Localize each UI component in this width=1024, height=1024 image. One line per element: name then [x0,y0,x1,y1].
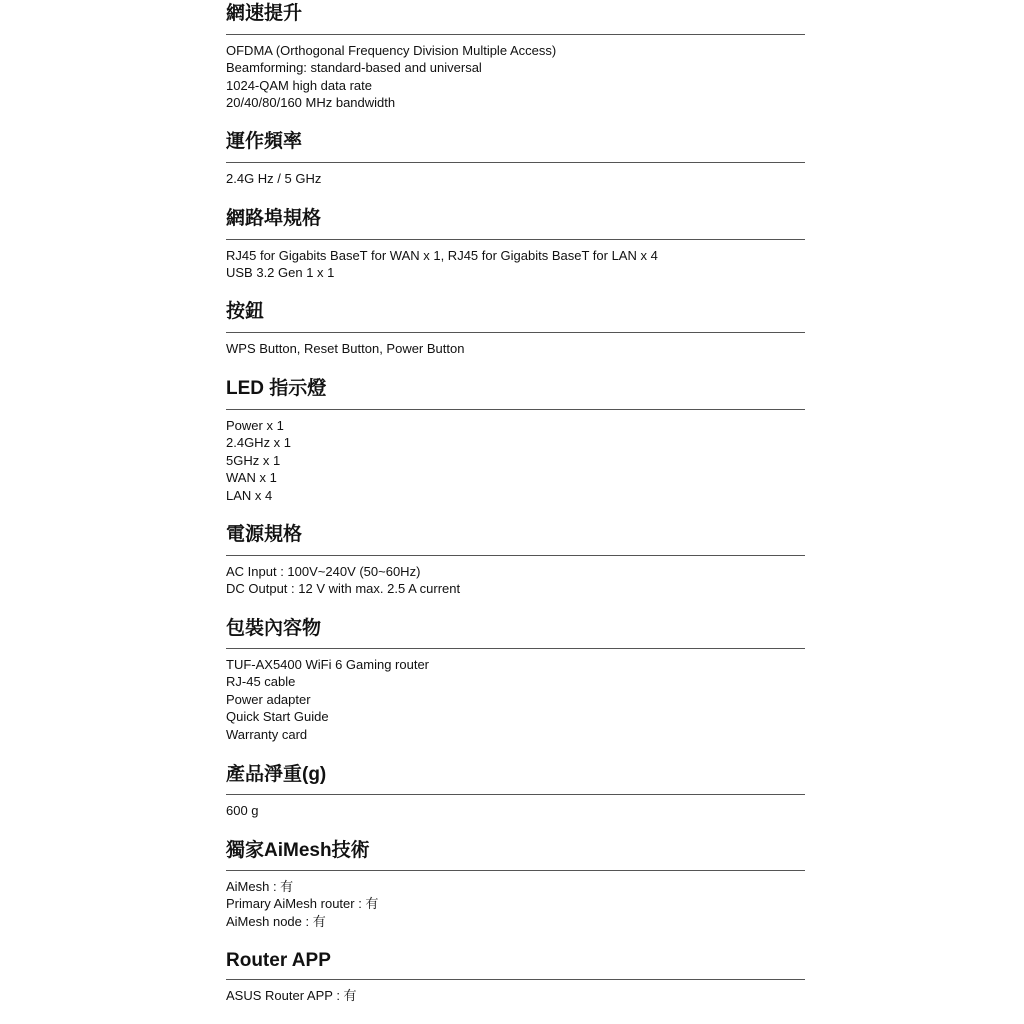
spec-section-led [226,377,805,503]
spec-section-router-app [226,949,805,1003]
section-title: 按鈕 [226,301,265,322]
spec-line: DC Output : 12 V with max. 2.5 A current [226,581,461,597]
section-divider [226,162,805,163]
section-title: 網速提升 [226,3,303,24]
spec-line: WPS Button, Reset Button, Power Button [226,341,465,356]
section-lines [226,563,460,598]
spec-line: AC Input : 100V~240V (50~60Hz) [226,564,421,579]
spec-line: 1024-QAM high data rate [226,77,372,93]
section-lines [226,170,321,187]
section-divider [226,555,805,556]
section-lines [226,247,658,282]
section-divider [226,239,805,240]
spec-section-buttons [226,300,805,356]
spec-section-speed [226,2,805,111]
spec-line: WAN x 1 [226,470,277,486]
spec-line: RJ-45 cable [226,674,296,690]
section-title: 產品淨重(g) [226,764,327,785]
section-lines [226,656,429,743]
spec-line: Beamforming: standard-based and universal [226,60,482,76]
section-title: 獨家AiMesh技術 [226,840,370,861]
section-lines [226,340,464,357]
section-lines [226,987,357,1004]
spec-section-power [226,523,805,597]
section-lines [226,878,378,930]
section-lines [226,802,259,819]
section-title: LED 指示燈 [226,378,327,399]
section-lines [226,417,291,504]
spec-line: Warranty card [226,726,308,742]
spec-line: 600 g [226,803,259,818]
spec-line: 2.4G Hz / 5 GHz [226,171,322,186]
section-title: 電源規格 [226,524,303,545]
spec-section-ports [226,207,805,281]
section-divider [226,648,805,649]
section-title: Router APP [226,950,331,971]
spec-line: Power x 1 [226,418,284,433]
section-title: 包裝內容物 [226,618,322,639]
section-divider [226,794,805,795]
section-lines [226,42,556,112]
spec-line: Primary AiMesh router : 有 [226,896,379,912]
section-title: 網路埠規格 [226,208,322,229]
section-title: 運作頻率 [226,131,303,152]
spec-section-frequency [226,130,805,186]
section-divider [226,332,805,333]
spec-section-package [226,617,805,742]
spec-line: RJ45 for Gigabits BaseT for WAN x 1, RJ45 for Gigabits BaseT for LAN x 4 [226,248,658,263]
spec-line: USB 3.2 Gen 1 x 1 [226,265,335,281]
spec-line: TUF-AX5400 WiFi 6 Gaming router [226,657,430,672]
section-divider [226,979,805,980]
section-divider [226,34,805,35]
section-divider [226,409,805,410]
spec-section-weight [226,763,805,818]
spec-line: AiMesh : 有 [226,879,294,894]
spec-line: Power adapter [226,691,311,707]
spec-section-aimesh [226,839,805,929]
spec-line: 20/40/80/160 MHz bandwidth [226,95,396,111]
spec-line: ASUS Router APP : 有 [226,988,357,1003]
spec-line: OFDMA (Orthogonal Frequency Division Multiple Access) [226,43,557,58]
spec-line: AiMesh node : 有 [226,913,326,929]
section-divider [226,870,805,871]
spec-line: Quick Start Guide [226,709,329,725]
spec-line: 2.4GHz x 1 [226,435,292,451]
spec-line: 5GHz x 1 [226,452,281,468]
spec-line: LAN x 4 [226,487,273,503]
